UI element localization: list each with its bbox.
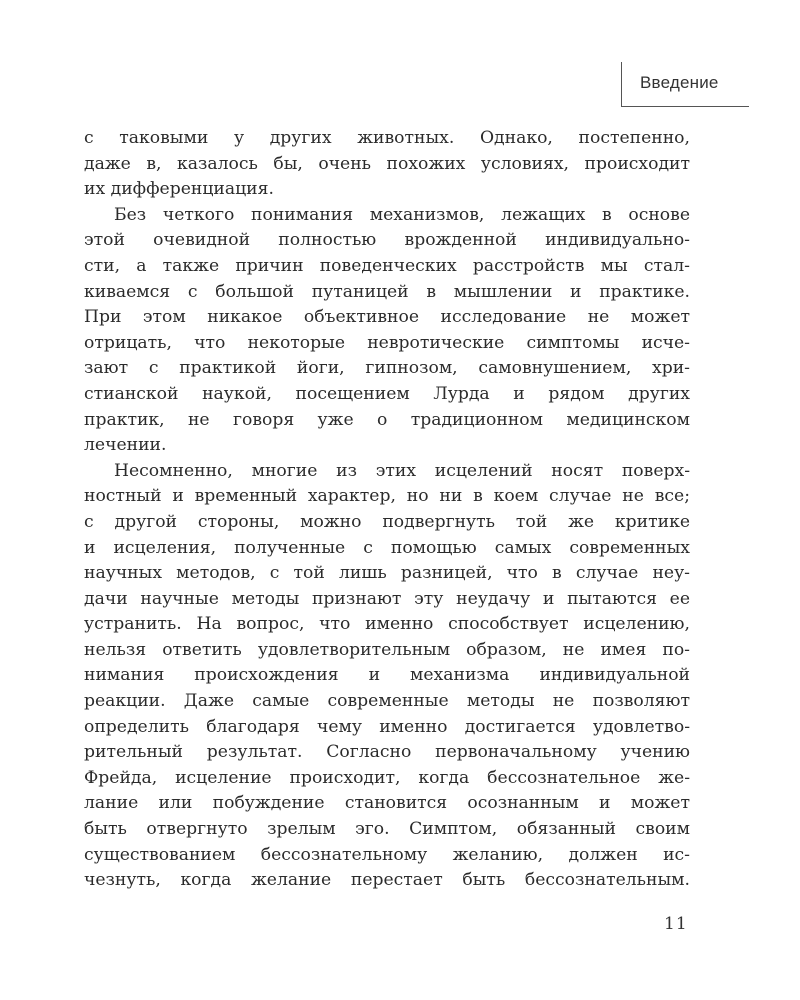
paragraph-first-line: Несомненно, многие из этих исцелений носят поверх-	[114, 460, 690, 481]
text-line: с таковыми у других животных. Однако, постепенно,	[84, 128, 690, 148]
running-header-title: Введение	[640, 73, 719, 92]
text-line: научных методов, с той лишь разницей, что в случае неу-	[84, 563, 690, 584]
text-line: практик, не говоря уже о традиционном медицинском	[84, 409, 690, 430]
text-line: лание или побуждение становится осознанным и может	[84, 793, 690, 814]
text-line: отрицать, что некоторые невротические симптомы исче-	[84, 332, 690, 353]
text-line: устранить. На вопрос, что именно способствует исцелению,	[84, 614, 690, 635]
text-line: этой очевидной полностью врожденной индивидуально-	[84, 230, 690, 251]
text-line: лечении.	[84, 435, 167, 456]
text-line: стианской наукой, посещением Лурда и рядом других	[84, 383, 690, 404]
text-line: дачи научные методы признают эту неудачу и пытаются ее	[84, 588, 690, 609]
text-line: нельзя ответить удовлетворительным образом, не имея по-	[84, 639, 690, 660]
text-line: сти, а также причин поведенческих расстройств мы стал-	[84, 255, 690, 276]
text-line: Фрейда, исцеление происходит, когда бессознательное же-	[84, 767, 690, 788]
page-body-text	[84, 126, 690, 894]
text-line: и исцеления, полученные с помощью самых современных	[84, 537, 690, 558]
text-line: реакции. Даже самые современные методы не позволяют	[84, 691, 690, 712]
text-line: их дифференциация.	[84, 179, 274, 200]
paragraph-first-line: Без четкого понимания механизмов, лежащих в основе	[114, 204, 690, 225]
page-number: 11	[664, 914, 688, 934]
text-line: зают с практикой йоги, гипнозом, самовнушением, хри-	[84, 358, 690, 379]
text-line: существованием бессознательному желанию, должен ис-	[84, 844, 690, 865]
text-line: определить благодаря чему именно достигается удовлетво-	[84, 716, 690, 737]
text-line: ностный и временный характер, но ни в коем случае не все;	[84, 486, 690, 507]
text-line: При этом никакое объективное исследование не может	[84, 307, 690, 328]
text-line: быть отвергнуто зрелым эго. Симптом, обязанный своим	[84, 819, 690, 840]
text-line: чезнуть, когда желание перестает быть бессознательным.	[84, 870, 690, 891]
text-line: рительный результат. Согласно первоначальному учению	[84, 742, 690, 763]
text-line: с другой стороны, можно подвергнуть той же критике	[84, 511, 690, 532]
text-line: даже в, казалось бы, очень похожих условиях, происходит	[84, 153, 690, 174]
text-line: киваемся с большой путаницей в мышлении и практике.	[84, 281, 690, 302]
text-line: нимания происхождения и механизма индивидуальной	[84, 665, 690, 686]
